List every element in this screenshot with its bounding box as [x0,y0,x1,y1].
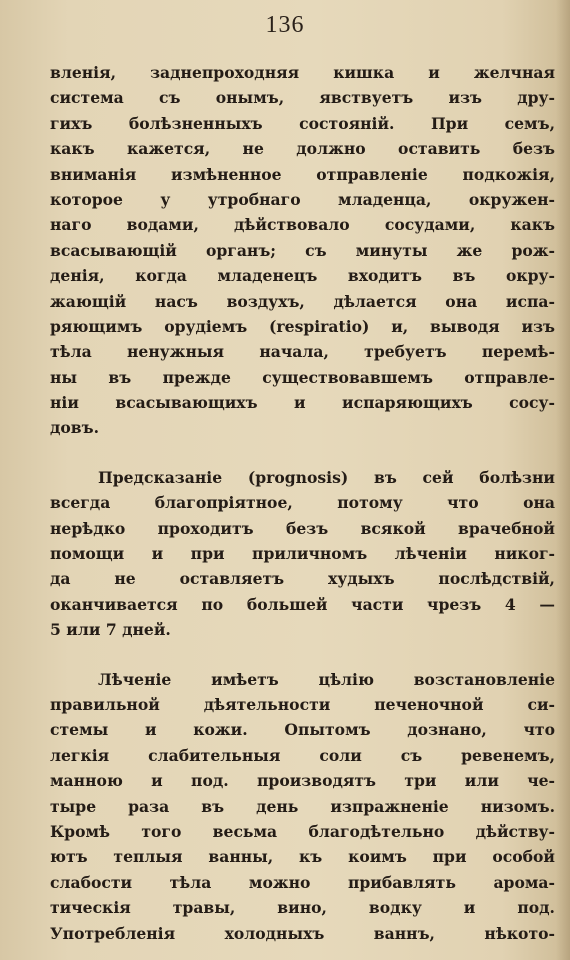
text-line: наго водами, дѣйствовало сосудами, какъ [50,215,555,235]
paragraph-2 [50,465,555,643]
text-line: ніи всасывающихъ и испаряющихъ сосу- [50,393,555,413]
text-line: Лѣченіе имѣетъ цѣлію возстановленіе [98,669,555,689]
text-line: Предсказаніе (prognosis) въ сей болѣзни [98,467,555,487]
text-line: оканчивается по большей части чрезъ 4 — [50,594,555,614]
text-line: всасывающій органъ; съ минуты же рож- [50,240,555,260]
text-line: 5 или 7 дней. [50,620,171,640]
body-text [50,60,555,946]
text-line: правильной дѣятельности печеночной си- [50,694,555,714]
paragraph-3 [50,667,555,946]
text-line: Кромѣ того весьма благодѣтельно дѣйству- [50,821,555,841]
text-line: денія, когда младенецъ входитъ въ окру- [50,266,555,286]
text-line: вниманія измѣненное отправленіе подкожія, [50,164,555,184]
text-line: ны въ прежде существовавшемъ отправле- [50,367,555,387]
text-line: всегда благопріятное, потому что она [50,493,555,513]
text-line: тическія травы, вино, водку и под. [50,898,555,918]
paragraph-gap [50,643,555,667]
text-line: помощи и при приличномъ лѣченіи никог- [50,544,555,564]
text-line: жающій насъ воздухъ, дѣлается она испа- [50,291,555,311]
text-line: тыре раза въ день изпражненіе низомъ. [50,796,555,816]
text-line: стемы и кожи. Опытомъ дознано, что [50,720,555,740]
text-line: манною и под. производятъ три или че- [50,771,555,791]
text-line: система съ онымъ, явствуетъ изъ дру- [50,88,555,108]
page-number: 136 [265,12,305,38]
text-line: тѣла ненужныя начала, требуетъ перемѣ- [50,342,555,362]
text-line: легкія слабительныя соли съ ревенемъ, [50,745,555,765]
text-line: вленія, заднепроходняя кишка и желчная [50,63,555,82]
text-line: гихъ болѣзненныхъ состояній. При семъ, [50,113,555,133]
text-line: какъ кажется, не должно оставить безъ [50,139,555,159]
text-line: ютъ теплыя ванны, къ коимъ при особой [50,847,555,867]
text-line: слабости тѣла можно прибавлять арома- [50,872,555,892]
paragraph-gap [50,441,555,465]
text-line: да не оставляетъ худыхъ послѣдствій, [50,569,555,589]
text-line: которое у утробнаго младенца, окружен- [50,189,555,209]
text-line: Употребленія холодныхъ ваннъ, нѣкото- [50,923,555,943]
text-line: нерѣдко проходитъ безъ всякой врачебной [50,518,555,538]
paragraph-1 [50,60,555,441]
text-line: довъ. [50,418,100,438]
text-line: ряющимъ орудіемъ (respiratio) и, выводя изъ [50,316,555,336]
